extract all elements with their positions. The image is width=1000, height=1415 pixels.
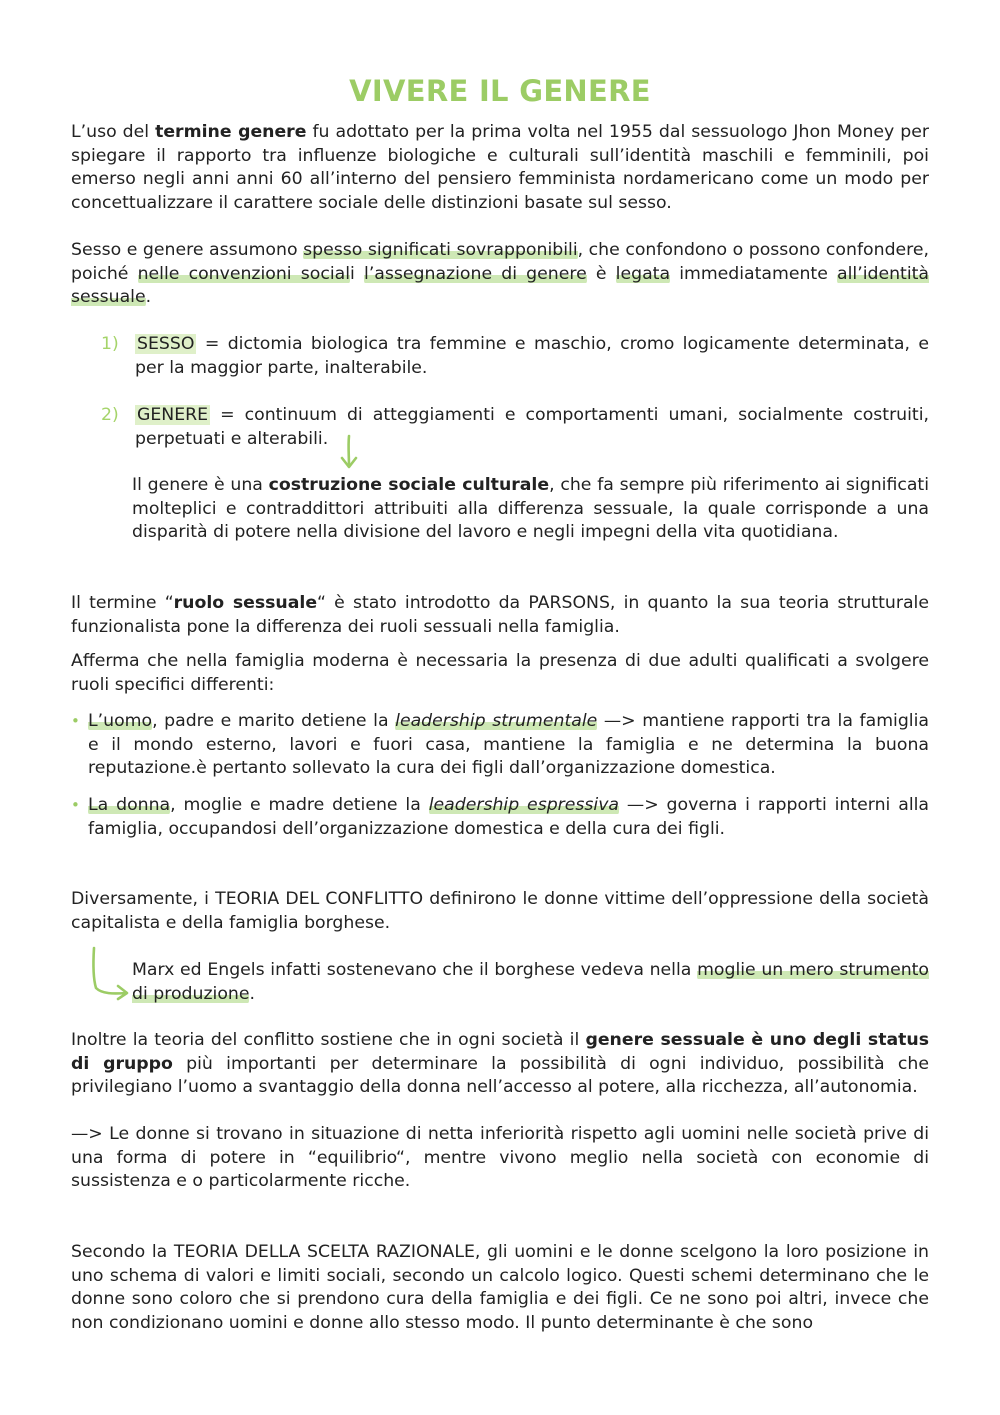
intro-paragraph [71,121,929,215]
highlight: l’assegnazione di genere [364,263,587,284]
conflict-paragraph: Diversamente, i TEORIA DEL CONFLITTO definirono le donne vittime dell’oppressione della società capitalista e della famiglia borghese. [71,889,929,933]
marx-engels-paragraph [132,959,929,1006]
rational-choice-paragraph: Secondo la TEORIA DELLA SCELTA RAZIONALE, gli uomini e le donne scelgono la loro posizione in uno schema di valori e limiti sociali, secondo un calcolo logico. Questi schemi determinano che le donne sono coloro che si prendono cura della famiglia e dei figli. Ce ne sono poi altri, invece che non condizionano uomini e donne allo stesso modo. Il punto determinante è che sono [71,1242,929,1333]
highlight: spesso significati sovrapponibili [303,240,578,260]
text: —> mantiene rapporti tra la famiglia e il mondo esterno, lavori e fuori casa, mantiene la famiglia e ne determina la buona reputazione.è pertanto sollevato la cura dei figli dall’organizzazione domestica. [88,711,929,778]
text: Sesso e genere assumono [71,240,304,260]
text: immediatamente [670,263,838,284]
list-number: 1) [101,334,119,354]
text: “ è stato introdotto da PARSONS, in quanto la sua teoria strutturale funzionalista pone la differenza dei ruoli sessuali nella famiglia. [71,593,929,637]
status-paragraph [71,1029,929,1100]
italic-highlight: leadership strumentale [395,711,598,731]
bold-term: genere sessuale è uno degli status di gruppo [71,1030,929,1074]
list-number: 2) [101,405,119,425]
highlight: all’identità sessuale [71,263,929,307]
highlight: nelle convenzioni social [137,263,351,284]
text: fu adottato per la prima volta nel 1955 dal sessuologo Jhon Money per spiegare il rapporto tra influenze biologiche e culturali sull’identità maschili e femminili, poi emerso negli anni anni 60 all’interno del pensiero femminista nordamericano come un modo per concettualizzare il carattere sociale delle distinzioni basate sul sesso. [71,122,929,213]
list-item-genere [135,404,929,451]
text: Il genere è una [132,475,269,495]
text: più importanti per determinare la possibilità di ogni individuo, possibilità che privilegiano l’uomo a svantaggio della donna nell’accesso al potere, alla ricchezza, all’autonomia. [71,1053,929,1097]
bold-term: termine genere [155,122,307,142]
bold-term: costruzione sociale culturale [268,475,550,495]
boxed-term: GENERE [137,405,209,425]
highlight: La donna [88,795,171,815]
text: , moglie e madre detiene la [170,795,429,815]
boxed-term: SESSO [137,334,195,354]
family-paragraph: Afferma che nella famiglia moderna è necessaria la presenza di due adulti qualificati a svolgere ruoli specifici differenti: [71,651,929,695]
parsons-paragraph [71,592,929,639]
bold-term: ruolo sessuale [173,593,318,613]
text: . [145,287,152,307]
highlight: moglie un mero strumento di produzione [132,960,929,1004]
text: = dictomia biologica tra femmine e maschio, cromo logicamente determinata, e per la maggior parte, inalterabile. [135,334,929,378]
text: L’uso del [71,122,156,142]
list-item-sesso [135,333,929,380]
text: Il termine “ [71,593,174,613]
gender-definition-paragraph [132,474,929,545]
bullet-item-uomo [88,710,929,781]
text: , che confondono o possono confondere, poiché [71,240,930,284]
inferiority-paragraph: —> Le donne si trovano in situazione di netta inferiorità rispetto agli uomini nelle società prive di una forma di potere in “equilibrio“, mentre vivono meglio nella società con economie di sussistenza e o particolarmente ricche. [71,1124,929,1191]
text: i [350,263,365,284]
down-arrow-icon [336,432,362,472]
text: Inoltre la teoria del conflitto sostiene che in ogni società il [71,1030,586,1050]
bullet-item-donna [88,794,929,841]
text: . [249,983,255,1004]
highlight: legata [615,263,671,284]
curved-arrow-icon [88,944,134,1002]
sex-gender-paragraph [71,239,929,310]
highlight: L’uomo [88,711,153,731]
bullet-icon: • [71,712,80,730]
text: , che fa sempre più riferimento ai significati molteplici e contraddittori attribuiti alla differenza sessuale, la quale corrisponde a una disparità di potere nella divisione del lavoro e negli impegni della vita quotidiana. [132,475,929,542]
italic-highlight: leadership espressiva [428,795,620,815]
text: , padre e marito detiene la [152,711,396,731]
text: è [586,263,616,284]
text: = continuum di atteggiamenti e comportamenti umani, socialmente costruiti, perpetuati e alterabili. [135,405,929,449]
text: Marx ed Engels infatti sostenevano che il borghese vedeva nella [132,960,698,980]
page-title: VIVERE IL GENERE [349,74,651,108]
bullet-icon: • [71,796,80,814]
text: —> governa i rapporti interni alla famiglia, occupandosi dell’organizzazione domestica e della cura dei figli. [88,795,930,839]
